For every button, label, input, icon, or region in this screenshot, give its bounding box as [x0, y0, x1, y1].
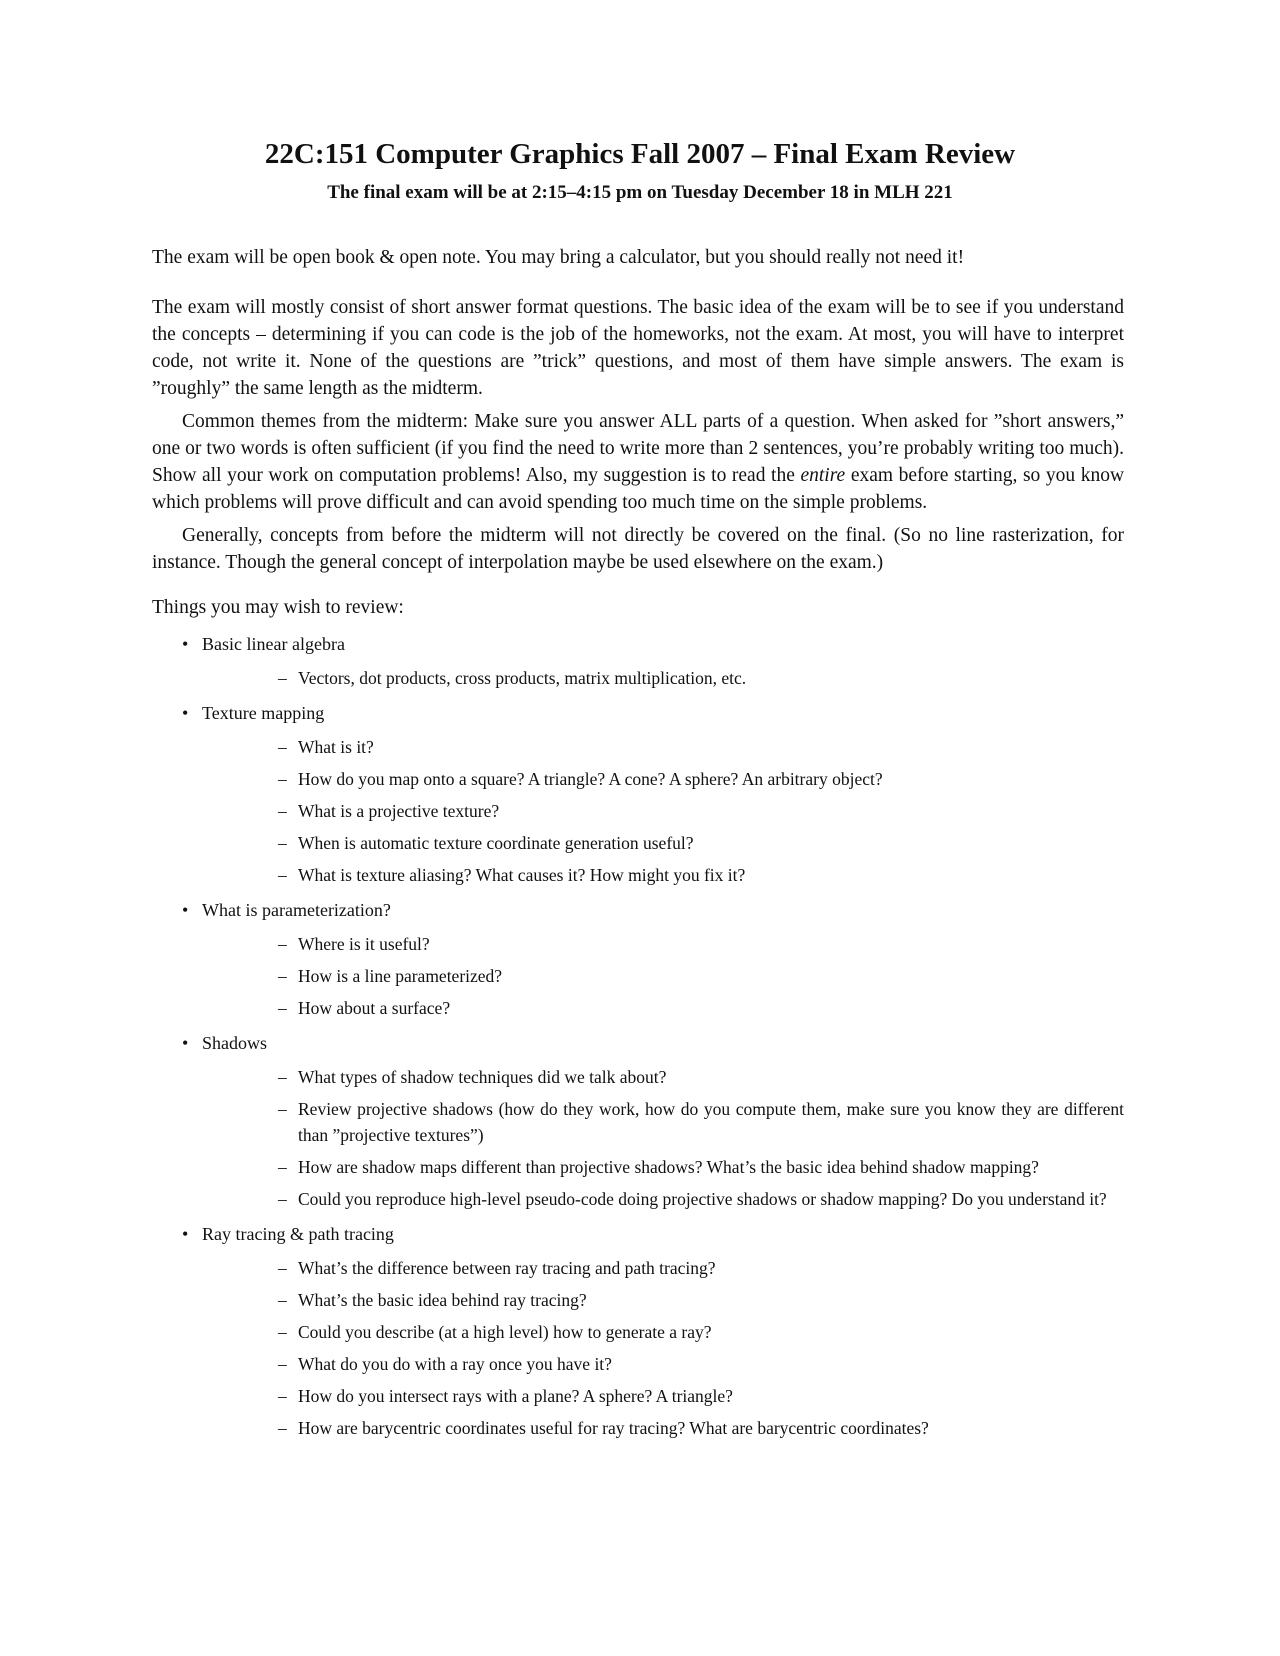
exam-schedule-subtitle: The final exam will be at 2:15–4:15 pm on Tuesday December 18 in MLH 221 [327, 182, 953, 203]
subtopic-text: What do you do with a ray once you have it? [298, 1354, 612, 1374]
document-body [152, 244, 1124, 1450]
subtopic-text: How do you map onto a square? A triangle? A cone? A sphere? An arbitrary object? [298, 769, 883, 789]
subtopic-text: What’s the difference between ray tracing and path tracing? [298, 1258, 716, 1278]
topic-item [152, 897, 1124, 1021]
dash-icon: – [278, 998, 287, 1018]
dash-icon: – [278, 1099, 287, 1119]
dash-icon: – [278, 1418, 287, 1438]
subtopic-text: When is automatic texture coordinate generation useful? [298, 833, 694, 853]
subtopic-text: Vectors, dot products, cross products, matrix multiplication, etc. [298, 668, 747, 688]
subtopic-text: How are shadow maps different than projective shadows? What’s the basic idea behind shadow mapping? [298, 1157, 1039, 1177]
subtopic-item [202, 766, 1124, 792]
subtopic-text: Where is it useful? [298, 934, 430, 954]
subtopic-list [202, 665, 1124, 691]
topic-label: Texture mapping [202, 703, 325, 723]
bullet-icon: • [182, 1033, 189, 1053]
dash-icon: – [278, 1067, 287, 1087]
topic-item [152, 700, 1124, 888]
emphasis-text: entire [800, 465, 846, 486]
subtopic-item [202, 995, 1124, 1021]
paragraph-open-book: The exam will be open book & open note. You may bring a calculator, but you should really not need it! [152, 247, 965, 268]
subtopic-item [202, 862, 1124, 888]
subtopic-list [202, 931, 1124, 1021]
dash-icon: – [278, 769, 287, 789]
subtopic-text: What is texture aliasing? What causes it? How might you fix it? [298, 865, 746, 885]
subtopic-item [202, 798, 1124, 824]
topic-label: Basic linear algebra [202, 634, 345, 654]
dash-icon: – [278, 737, 287, 757]
dash-icon: – [278, 1386, 287, 1406]
dash-icon: – [278, 833, 287, 853]
subtopic-item [202, 734, 1124, 760]
topic-item [152, 631, 1124, 691]
subtopic-item [202, 1287, 1124, 1313]
subtopic-text: How about a surface? [298, 998, 451, 1018]
topic-item [152, 1221, 1124, 1441]
dash-icon: – [278, 801, 287, 821]
subtopic-item [202, 1154, 1124, 1180]
subtopic-text: Could you reproduce high-level pseudo-code doing projective shadows or shadow mapping? Do you understand it? [298, 1189, 1107, 1209]
topic-label: What is parameterization? [202, 900, 391, 920]
dash-icon: – [278, 1189, 287, 1209]
subtopic-list [202, 1255, 1124, 1441]
dash-icon: – [278, 1322, 287, 1342]
dash-icon: – [278, 966, 287, 986]
subtopic-text: How is a line parameterized? [298, 966, 503, 986]
subtopic-item [202, 931, 1124, 957]
subtopic-item [202, 1415, 1124, 1441]
dash-icon: – [278, 934, 287, 954]
subtopic-text: What types of shadow techniques did we talk about? [298, 1067, 667, 1087]
subtopic-item [202, 1186, 1124, 1212]
bullet-icon: • [182, 634, 189, 654]
subtopic-text: Could you describe (at a high level) how to generate a ray? [298, 1322, 712, 1342]
topic-item [152, 1030, 1124, 1212]
dash-icon: – [278, 1290, 287, 1310]
dash-icon: – [278, 865, 287, 885]
subtopic-item [202, 963, 1124, 989]
subtopic-item [202, 1064, 1124, 1090]
page-title: 22C:151 Computer Graphics Fall 2007 – Final Exam Review [264, 138, 1016, 170]
subtopic-item [202, 1255, 1124, 1281]
subtopic-item [202, 1351, 1124, 1377]
dash-icon: – [278, 1258, 287, 1278]
subtopic-text: What is it? [298, 737, 374, 757]
bullet-icon: • [182, 1224, 189, 1244]
paragraph-text: Common themes from the midterm: Make sure you answer ALL parts of a question. When asked for ”short answers,” one or two words is often sufficient (if you find the need to write more than 2 sentences, you’re probably writing too much). Show all your work on computation problems! Also, my suggestion is to read the [152, 411, 1124, 486]
subtopic-item [202, 1319, 1124, 1345]
paragraph-review-intro: Things you may wish to review: [152, 597, 404, 618]
review-topic-list [152, 631, 1124, 1441]
dash-icon: – [278, 1354, 287, 1374]
paragraph-format: The exam will mostly consist of short answer format questions. The basic idea of the exam will be to see if you understand the concepts – determining if you can code is the job of the homeworks, not the exam. At most, you will have to interpret code, not write it. None of the questions are ”trick” questions, and most of them have simple answers. The exam is ”roughly” the same length as the midterm. [152, 297, 1124, 399]
subtopic-text: What is a projective texture? [298, 801, 500, 821]
bullet-icon: • [182, 703, 189, 723]
subtopic-text: What’s the basic idea behind ray tracing? [298, 1290, 587, 1310]
subtopic-list [202, 1064, 1124, 1212]
subtopic-item [202, 830, 1124, 856]
topic-label: Shadows [202, 1033, 268, 1053]
dash-icon: – [278, 1157, 287, 1177]
paragraph-text: exam before starting, so you know which problems will prove difficult and can avoid spending too much time on the simple problems. [152, 465, 1125, 513]
dash-icon: – [278, 668, 287, 688]
bullet-icon: • [182, 900, 189, 920]
subtopic-item [202, 1383, 1124, 1409]
subtopic-text: How are barycentric coordinates useful for ray tracing? What are barycentric coordinates? [298, 1418, 929, 1438]
subtopic-item [202, 665, 1124, 691]
paragraph-scope: Generally, concepts from before the midterm will not directly be covered on the final. (So no line rasterization, for instance. Though the general concept of interpolation maybe be used elsewhere on the exam.) [152, 525, 1124, 573]
subtopic-item [202, 1096, 1124, 1148]
paragraph-common-themes [152, 408, 1124, 516]
subtopic-list [202, 734, 1124, 888]
subtopic-text: How do you intersect rays with a plane? A sphere? A triangle? [298, 1386, 733, 1406]
subtopic-text: Review projective shadows (how do they work, how do you compute them, make sure you know they are different than ”projective textures”) [298, 1099, 1124, 1145]
topic-label: Ray tracing & path tracing [202, 1224, 394, 1244]
